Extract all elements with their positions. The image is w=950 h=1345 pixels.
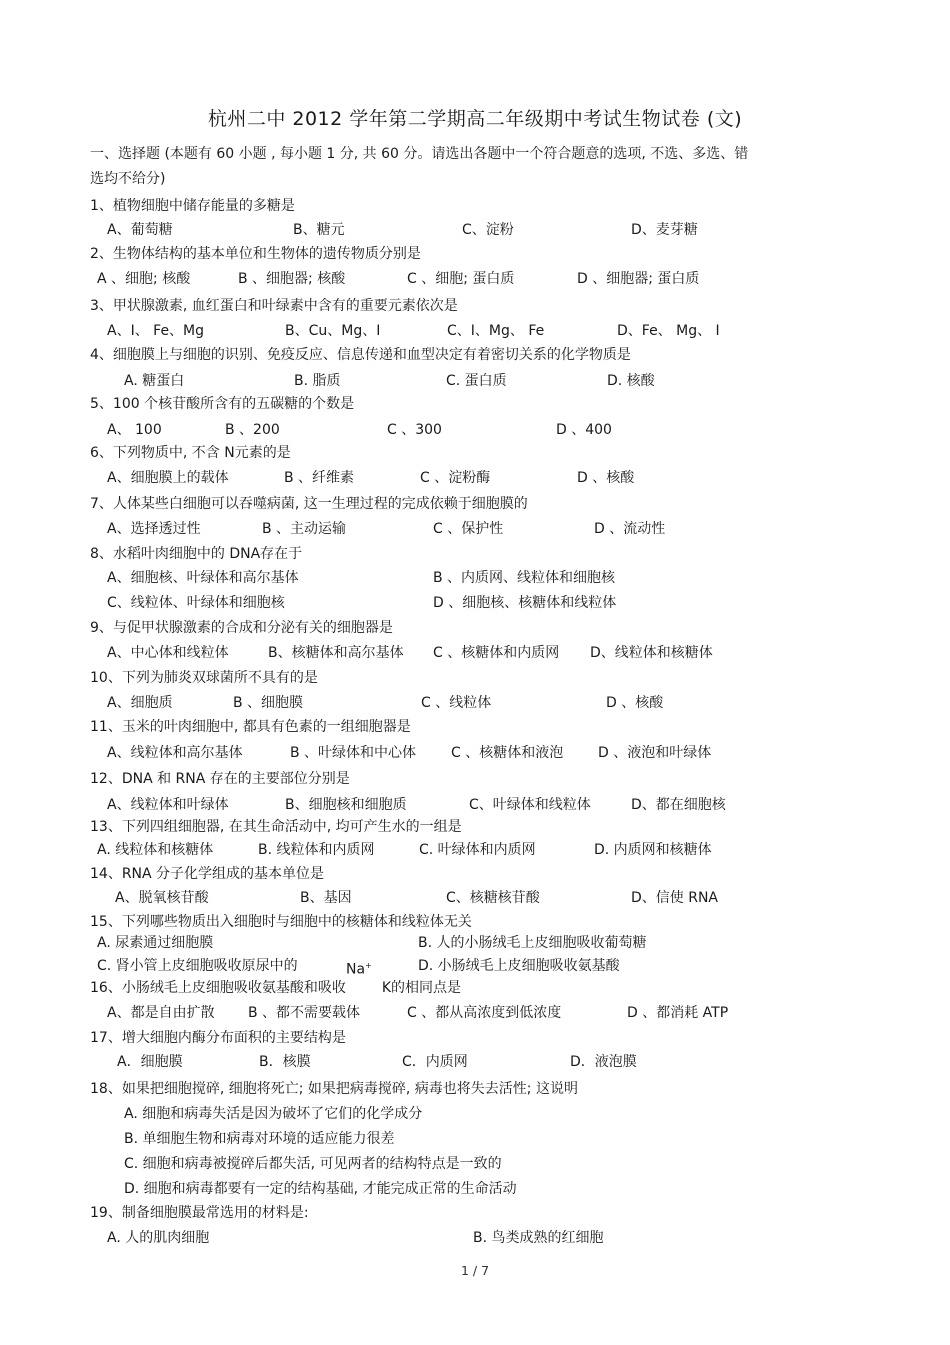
option: C 、线粒体 (421, 695, 492, 711)
question-stem: 12、DNA 和 RNA 存在的主要部位分别是 (90, 771, 350, 787)
question-stem: 19、制备细胞膜最常选用的材料是: (90, 1205, 309, 1221)
option: D 、都消耗 ATP (627, 1005, 729, 1021)
stem-part: 16、小肠绒毛上皮细胞吸收氨基酸和吸收 (90, 980, 346, 996)
option: D. 小肠绒毛上皮细胞吸收氨基酸 (418, 958, 620, 974)
question-stem: 10、下列为肺炎双球菌所不具有的是 (90, 670, 318, 686)
option: A、线粒体和高尔基体 (107, 745, 243, 761)
question-stem (90, 979, 461, 997)
sodium-ion (346, 957, 372, 979)
option: A. 尿素通过细胞膜 (97, 935, 214, 951)
option: B. 线粒体和内质网 (258, 842, 375, 858)
option: D、都在细胞核 (631, 797, 726, 813)
page-title: 杭州二中 2012 学年第二学期高二年级期中考试生物试卷 (文) (207, 108, 743, 130)
option: A. 细胞和病毒失活是因为破坏了它们的化学成分 (124, 1106, 423, 1122)
option: C 、保护性 (433, 521, 504, 537)
option: D. 内质网和核糖体 (594, 842, 712, 858)
option: B 、纤维素 (284, 470, 355, 486)
question-stem: 9、与促甲状腺激素的合成和分泌有关的细胞器是 (90, 620, 393, 636)
option: B. 鸟类成熟的红细胞 (473, 1230, 604, 1246)
option: C、核糖核苷酸 (446, 890, 540, 906)
option: A、细胞核、叶绿体和高尔基体 (107, 570, 299, 586)
sodium-symbol: Na (346, 961, 366, 978)
question-stem: 3、甲状腺激素, 血红蛋白和叶绿素中含有的重要元素依次是 (90, 298, 458, 314)
section-intro-cont: 选均不给分) (90, 171, 166, 187)
option: D 、核酸 (577, 470, 635, 486)
option: A、细胞膜上的载体 (107, 470, 229, 486)
option: C 、淀粉酶 (420, 470, 491, 486)
question-stem: 18、如果把细胞搅碎, 细胞将死亡; 如果把病毒搅碎, 病毒也将失去活性; 这说明 (90, 1081, 578, 1097)
question-stem: 13、下列四组细胞器, 在其生命活动中, 均可产生水的一组是 (90, 819, 462, 835)
option: D 、细胞器; 蛋白质 (577, 271, 700, 287)
option: A、葡萄糖 (107, 222, 173, 238)
option: C 、300 (387, 422, 442, 438)
question-stem: 1、植物细胞中储存能量的多糖是 (90, 198, 295, 214)
option: C. 肾小管上皮细胞吸收原尿中的 (97, 958, 298, 974)
option: A、中心体和线粒体 (107, 645, 229, 661)
option: C．内质网 (402, 1054, 468, 1070)
option: A、I、 Fe、Mg (107, 323, 205, 339)
option: C 、细胞; 蛋白质 (407, 271, 515, 287)
option: B 、内质网、线粒体和细胞核 (433, 570, 616, 586)
option: C 、都从高浓度到低浓度 (407, 1005, 562, 1021)
question-stem: 15、下列哪些物质出入细胞时与细胞中的核糖体和线粒体无关 (90, 914, 472, 930)
option: B．核膜 (259, 1054, 311, 1070)
option: D 、核酸 (606, 695, 664, 711)
option: B. 脂质 (294, 373, 341, 389)
option: C. 蛋白质 (446, 373, 507, 389)
option: C、淀粉 (462, 222, 514, 238)
option: D、Fe、 Mg、 I (617, 323, 720, 339)
option: C、I、Mg、 Fe (447, 323, 545, 339)
option: B、细胞核和细胞质 (285, 797, 407, 813)
option: D 、液泡和叶绿体 (598, 745, 712, 761)
option: D 、400 (556, 422, 612, 438)
option: A. 糖蛋白 (124, 373, 185, 389)
option: D. 细胞和病毒都要有一定的结构基础, 才能完成正常的生命活动 (124, 1181, 517, 1197)
option: B. 人的小肠绒毛上皮细胞吸收葡萄糖 (418, 935, 647, 951)
option: B、Cu、Mg、I (285, 323, 381, 339)
option: B 、200 (225, 422, 280, 438)
option: B、核糖体和高尔基体 (268, 645, 404, 661)
question-stem: 17、增大细胞内酶分布面积的主要结构是 (90, 1030, 346, 1046)
question-stem: 5、100 个核苷酸所含有的五碳糖的个数是 (90, 396, 355, 412)
option: A、选择透过性 (107, 521, 201, 537)
option: A．细胞膜 (117, 1054, 183, 1070)
option: B. 单细胞生物和病毒对环境的适应能力很差 (124, 1131, 395, 1147)
option: A、 100 (107, 422, 162, 438)
page-number: 1 / 7 (460, 1263, 490, 1278)
option: B、糖元 (293, 222, 345, 238)
question-stem: 6、下列物质中, 不含 N元素的是 (90, 445, 291, 461)
option: C. 叶绿体和内质网 (419, 842, 536, 858)
option: A、脱氧核苷酸 (115, 890, 209, 906)
question-stem: 7、人体某些白细胞可以吞噬病菌, 这一生理过程的完成依赖于细胞膜的 (90, 496, 528, 512)
option: C. 细胞和病毒被搅碎后都失活, 可见两者的结构特点是一致的 (124, 1156, 502, 1172)
option: C、线粒体、叶绿体和细胞核 (107, 595, 285, 611)
option: C、叶绿体和线粒体 (469, 797, 591, 813)
option: A、细胞质 (107, 695, 173, 711)
option: A、线粒体和叶绿体 (107, 797, 229, 813)
section-intro: 一、选择题 (本题有 60 小题 , 每小题 1 分, 共 60 分。请选出各题中一个符合题意的选项, 不选、多选、错 (90, 146, 749, 162)
option: D．液泡膜 (570, 1054, 637, 1070)
option: D 、流动性 (594, 521, 666, 537)
option: A. 人的肌肉细胞 (107, 1230, 210, 1246)
question-stem: 4、细胞膜上与细胞的识别、免疫反应、信息传递和血型决定有着密切关系的化学物质是 (90, 347, 631, 363)
option: B 、叶绿体和中心体 (290, 745, 417, 761)
option: A 、细胞; 核酸 (97, 271, 191, 287)
question-stem: 14、RNA 分子化学组成的基本单位是 (90, 866, 325, 882)
option: B 、细胞膜 (233, 695, 304, 711)
option: A、都是自由扩散 (107, 1005, 215, 1021)
option: D 、细胞核、核糖体和线粒体 (433, 595, 617, 611)
question-stem: 2、生物体结构的基本单位和生物体的遗传物质分别是 (90, 246, 421, 262)
option: C 、核糖体和内质网 (433, 645, 560, 661)
option: A. 线粒体和核糖体 (97, 842, 214, 858)
ion-charge: + (365, 961, 372, 970)
option: D、信使 RNA (631, 890, 719, 906)
potassium-symbol: K (381, 980, 392, 996)
question-stem: 11、玉米的叶肉细胞中, 都具有色素的一组细胞器是 (90, 719, 411, 735)
option: D、线粒体和核糖体 (590, 645, 713, 661)
option: B 、细胞器; 核酸 (238, 271, 346, 287)
option: B 、主动运输 (262, 521, 347, 537)
option: C 、核糖体和液泡 (451, 745, 564, 761)
option: D、麦芽糖 (631, 222, 698, 238)
question-stem: 8、水稻叶肉细胞中的 DNA存在于 (90, 546, 303, 562)
option: B 、都不需要载体 (248, 1005, 361, 1021)
stem-part: 的相同点是 (391, 980, 462, 996)
option: D. 核酸 (607, 373, 655, 389)
option: B、基因 (300, 890, 352, 906)
